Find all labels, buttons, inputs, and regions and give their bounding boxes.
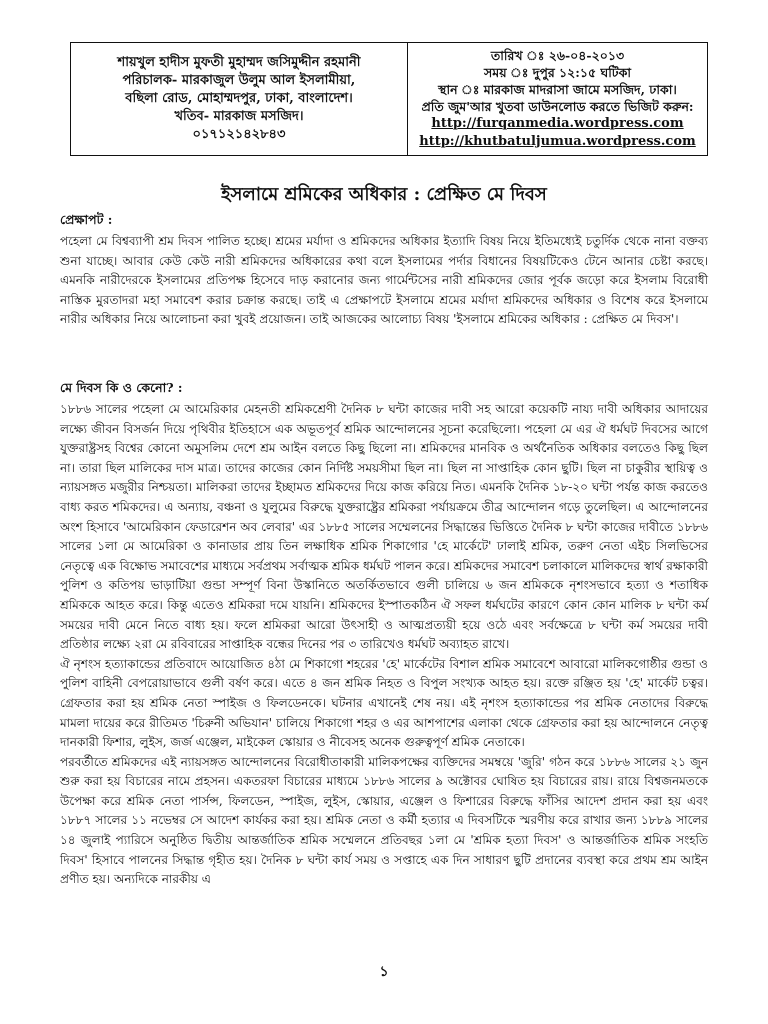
- furqanmedia-link[interactable]: http://furqanmedia.wordpress.com: [431, 116, 684, 131]
- header-table: [70, 42, 708, 156]
- page-title: ইসলামে শ্রমিকের অধিকার : প্রেক্ষিত মে দিবস: [221, 184, 547, 205]
- khutbatuljumua-link[interactable]: http://khutbatuljumua.wordpress.com: [419, 134, 696, 149]
- author-name: শায়খুল হাদীস মুফতী মুহাম্মদ জসিমুদ্দীন রহমানী: [117, 55, 361, 70]
- author-position: পরিচালক- মারকাজুল উলুম আল ইসলামীয়া,: [122, 73, 356, 88]
- event-time: সময় ঃ দুপুর ১২:১৫ ঘটিকা: [484, 65, 631, 80]
- section-heading-background: প্রেক্ষাপট :: [60, 212, 113, 227]
- author-khatib: খতিব- মারকাজ মসজিদ।: [174, 109, 304, 124]
- may-day-paragraph-3: পরবর্তীতে শ্রমিকদের এই ন্যায়সঙ্গত আন্দোলনের বিরোধীতাকারী মালিকপক্ষের ব্যক্তিদের সমম্বয়ে 'জুরি' গঠন করে ১৮৮৬ সালের ২১ জুন শুরু করা হয় বিচারের নামে প্রহসন। একতরফা বিচারের মাধ্যমে ১৮৮৬ সালের ৯ অক্টোবর ঘোষিত হয় বিচারের রায়। রায়ে বিশ্বজনমতকে উপেক্ষা করে শ্রমিক নেতা পার্সন্স, ফিলডেন, স্পাইজ, লুইস, স্কোয়ার, এঞ্জেল ও ফিশারের বিরুদ্ধে ফাঁসির আদেশ প্রদান করা হয় এবং ১৮৮৭ সালের ১১ নভেম্বর সে আদেশ কার্যকর করা হয়। শ্রমিক নেতা ও কর্মী হত্যার এ দিবসটিকে স্মরণীয় করে রাখার জন্য ১৮৮৯ সালের ১৪ জুলাই প্যারিসে অনুষ্ঠিত দ্বিতীয় আন্তর্জাতিক শ্রমিক সম্মেলনে প্রতিবছর ১লা মে 'শ্রমিক হত্যা দিবস' ও আন্তর্জাতিক শ্রমিক সংহতি দিবস' হিসাবে পালনের সিদ্ধান্ত গৃহীত হয়। দৈনিক ৮ ঘন্টা কার্য সময় ও সপ্তাহে এক দিন সাধারণ ছুটি প্রদানের ব্যবস্থা করে প্রথম শ্রম আইন প্রণীত হয়। অন্যদিকে নারকীয় এ: [60, 754, 708, 887]
- visit-text: প্রতি জুম'আর খুতবা ডাউনলোড করতে ভিজিট করুন:: [421, 99, 694, 114]
- author-phone: ০১৭১২১৪২৮৪৩: [192, 127, 286, 142]
- event-venue: স্থান ঃ মারকাজ মাদরাসা জামে মসজিদ, ঢাকা।: [438, 82, 677, 97]
- may-day-paragraph-2: ঐ নৃশংস হত্যাকান্ডের প্রতিবাদে আয়োজিত ৪ঠা মে শিকাগো শহরের 'হে' মার্কেটের বিশাল শ্রমিক সমাবেশে আবারো মালিকগোষ্ঠীর গুন্ডা ও পুলিশ বাহিনী বেপরোয়াভাবে গুলী বর্ষণ করে। এতে ৪ জন শ্রমিক নিহত ও বিপুল সংখ্যক আহত হয়। রক্তে রঞ্জিত হয় 'হে' মার্কেট চত্বর। গ্রেফতার করা হয় শ্রমিক নেতা স্পাইজ ও ফিলডেনকে। ঘটনার এখানেই শেষ নয়। এই নৃশংস হত্যাকান্ডের পর শ্রমিক নেতাদের বিরুদ্ধে মামলা দায়ের করে রীতিমত 'চিরুনী অভিযান' চালিয়ে শিকাগো শহর ও এর আশপাশের এলাকা থেকে গ্রেফতার করা হয় আন্দোলনে নেতৃত্ব দানকারী ফিশার, লুইস, জর্জ এঞ্জেল, মাইকেল স্কোয়ার ও নীবেসহ অনেক গুরুত্বপূর্ণ শ্রমিক নেতাকে।: [60, 656, 708, 750]
- event-info-cell: [408, 43, 708, 156]
- author-address: বছিলা রোড, মোহাম্মদপুর, ঢাকা, বাংলাদেশ।: [125, 91, 353, 106]
- page-number: ১: [379, 964, 389, 980]
- background-paragraph: পহেলা মে বিশ্বব্যাপী শ্রম দিবস পালিত হচ্ছে। শ্রমের মর্যাদা ও শ্রমিকদের অধিকার ইত্যাদি বিষয় নিয়ে ইতিমধ্যেই চতুর্দিক থেকে নানা বক্তব্য শুনা যাচ্ছে। আবার কেউ কেউ নারী শ্রমিকদের অধিকারের কথা বলে ইসলামের পর্দার বিধানের বিষয়টিকেও টেনে আনার চেষ্টা করছে। এমনকি নারীদেরকে ইসলামের প্রতিপক্ষ হিসেবে দাড় করানোর জন্য গার্মেন্টসের নারী শ্রমিকদের জোর পূর্বক জড়ো করে ইসলাম বিরোধী নাস্তিক মুরতাদরা মহা সমাবেশ করার চক্রান্ত করছে। তাই এ প্রেক্ষাপটে ইসলামে শ্রমের মর্যাদা শ্রমিকদের অধিকার ও বিশেষ করে ইসলামে নারীর অধিকার নিয়ে আলোচনা করা খুবই প্রয়োজন। তাই আজকের আলোচ্য বিষয় 'ইসলামে শ্রমিকের অধিকার : প্রেক্ষিত মে দিবস'।: [60, 234, 708, 327]
- event-date: তারিখ ঃ ২৬-০৪-২০১৩: [490, 48, 625, 63]
- may-day-paragraph-1: ১৮৮৬ সালের পহেলা মে আমেরিকার মেহনতী শ্রমিকশ্রেণী দৈনিক ৮ ঘন্টা কাজের দাবী সহ আরো কয়েকটি নায্য দাবী অধিকার আদায়ের লক্ষ্যে জীবন বিসর্জন দিয়ে পৃথিবীর ইতিহাসে এক অভূতপূর্ব শ্রমিক আন্দোলনের সূচনা করেছিলো। পহেলা মে এর ঐ ধর্মঘট দিবসের আগে যুক্তরাষ্ট্রসহ বিশ্বের কোনো অমুসলিম দেশে শ্রম আইন বলতে কিছু ছিলো না। শ্রমিকদের মানবিক ও অর্থনৈতিক অধিকার বলতেও কিছু ছিল না। তারা ছিল মালিকের দাস মাত্র। তাদের কাজের কোন নির্দিষ্ট সময়সীমা ছিল না। ছিল না সাপ্তাহিক কোন ছুটি। ছিল না চাকুরীর স্থায়িত্ব ও ন্যায়সঙ্গত মজুরীর নিশ্চয়তা। মালিকরা তাদের ইচ্ছামত শ্রমিকদের দিয়ে কাজ করিয়ে নিত। এমনকি দৈনিক ১৮-২০ ঘন্টা পর্যন্ত কাজ করতেও বাধ্য করত শমিকদের। এ অন্যায়, বঞ্চনা ও যুলুমের বিরুদ্ধে যুক্তরাষ্ট্রের শ্রমিকরা পর্যায়ক্রমে তীব্র আন্দোলন গড়ে তুলেছিল। এ আন্দোলনের অংশ হিসাবে 'আমেরিকান ফেডারেশন অব লেবার' এর ১৮৮৫ সালের সম্মেলনের সিদ্ধান্তের ভিত্তিতে দৈনিক ৮ ঘন্টা কাজের দাবীতে ১৮৮৬ সালের ১লা মে আমেরিকা ও কানাডার প্রায় তিন লক্ষাধিক শ্রমিক শিকাগোর 'হে মার্কেটে' ঢালাই শ্রমিক, তরুণ নেতা এইচ সিলভিসের নেতৃত্বে এক বিক্ষোভ সমাবেশের মাধ্যমে সর্বপ্রথম সর্বাত্মক শ্রমিক ধর্মঘট পালন করে। শ্রমিকদের সমাবেশ চলাকালে মালিকদের স্বার্থ রক্ষাকারী পুলিশ ও কতিপয় ভাড়াটিয়া গুন্ডা সম্পূর্ণ বিনা উস্কানিতে অতর্কিতভাবে গুলী চালিয়ে ৬ জন শ্রমিককে নৃশংসভাবে হত্যা ও শতাধিক শ্রমিককে আহত করে। কিন্তু এতেও শ্রমিকরা দমে যায়নি। শ্রমিকদের ইস্পাতকঠিন ঐ সফল ধর্মঘটের কারণে কোন কোন মালিক ৮ ঘন্টা কর্ম সময়ের দাবী মেনে নিতে বাধ্য হয়। ফলে শ্রমিকরা আরো উৎসাহী ও আত্মপ্রত্যয়ী হয়ে ওঠে এবং সর্বক্ষেত্রে ৮ ঘন্টা কর্ম সময়ের দাবী প্রতিষ্ঠার লক্ষ্যে ২রা মে রবিবারের সাপ্তাহিক বন্ধের দিনের পর ৩ তারিখেও ধর্মঘট অব্যাহত রাখে।: [60, 402, 708, 652]
- may-day-section: [60, 378, 708, 890]
- author-info-cell: [71, 43, 408, 156]
- background-section: [60, 210, 708, 330]
- section-heading-may-day: মে দিবস কি ও কেনো? :: [60, 380, 183, 395]
